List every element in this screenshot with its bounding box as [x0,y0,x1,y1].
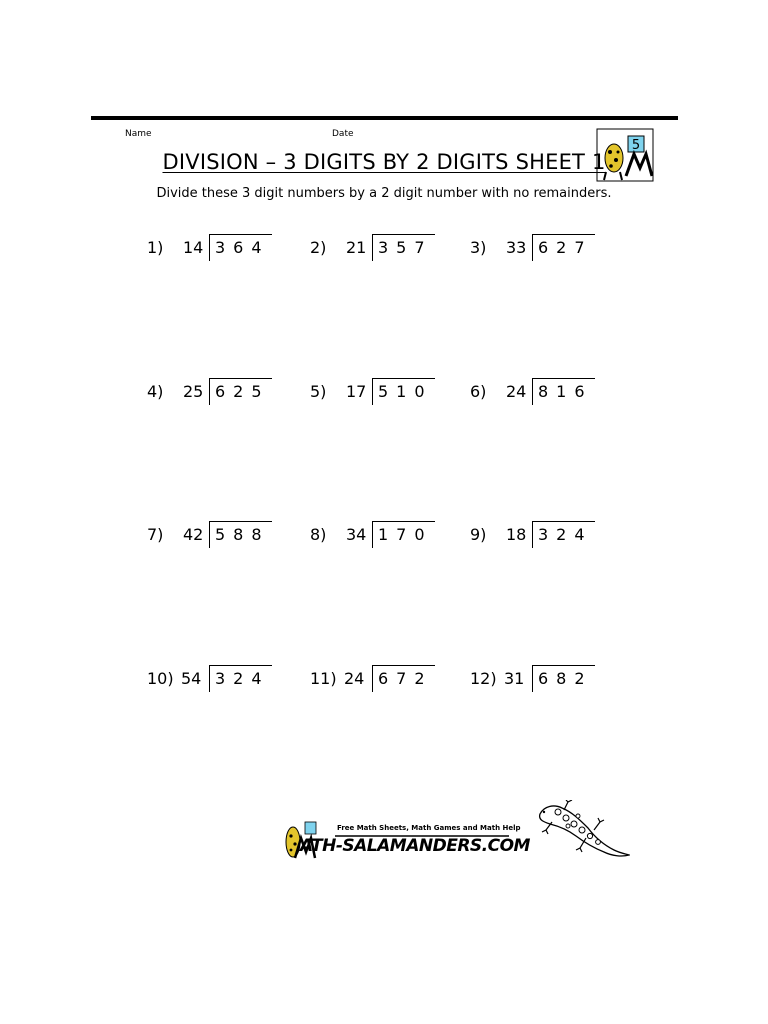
problem-dividend: 324 [215,669,270,688]
division-problem [310,378,440,406]
problem-dividend: 357 [378,238,433,257]
problem-divisor: 17 [346,382,367,401]
worksheet-title: DIVISION – 3 DIGITS BY 2 DIGITS SHEET 1 [162,150,606,174]
problem-number: 5) [310,382,327,401]
problem-number: 7) [147,525,164,544]
problem-divisor: 14 [183,238,204,257]
division-problem [147,234,277,262]
problem-dividend: 625 [215,382,270,401]
problem-divisor: 24 [506,382,527,401]
problem-dividend: 682 [538,669,593,688]
problem-number: 1) [147,238,164,257]
problem-number: 9) [470,525,487,544]
problem-dividend: 672 [378,669,433,688]
problem-dividend: 588 [215,525,270,544]
salamander-icon [534,800,630,862]
problem-number: 12) [470,669,497,688]
problem-divisor: 54 [181,669,202,688]
division-problem [310,665,440,693]
division-problem [470,378,600,406]
name-label: Name [125,129,152,139]
problem-divisor: 33 [506,238,527,257]
problem-divisor: 25 [183,382,204,401]
division-problem [310,234,440,262]
problem-dividend: 170 [378,525,433,544]
problem-dividend: 627 [538,238,593,257]
top-rule [91,116,678,120]
problem-number: 2) [310,238,327,257]
problem-number: 11) [310,669,337,688]
division-problem [470,665,600,693]
grade-number: 5 [631,138,641,153]
problem-number: 4) [147,382,164,401]
problem-dividend: 324 [538,525,593,544]
division-problem [147,665,277,693]
problem-dividend: 816 [538,382,593,401]
division-problem [470,521,600,549]
instructions-text: Divide these 3 digit numbers by a 2 digit number with no remainders. [156,186,612,201]
problem-divisor: 18 [506,525,527,544]
problem-number: 10) [147,669,174,688]
problem-number: 6) [470,382,487,401]
division-problem [147,378,277,406]
date-label: Date [332,129,354,139]
problem-dividend: 364 [215,238,270,257]
problem-divisor: 21 [346,238,367,257]
division-problem [147,521,277,549]
problem-divisor: 42 [183,525,204,544]
problem-divisor: 24 [344,669,365,688]
problem-divisor: 31 [504,669,525,688]
footer-site-name: ATH-SALAMANDERS.COM [300,836,530,856]
problem-number: 3) [470,238,487,257]
division-problem [470,234,600,262]
division-problem [310,521,440,549]
problem-dividend: 510 [378,382,433,401]
footer-tagline: Free Math Sheets, Math Games and Math Help [337,824,521,832]
problem-divisor: 34 [346,525,367,544]
problem-number: 8) [310,525,327,544]
